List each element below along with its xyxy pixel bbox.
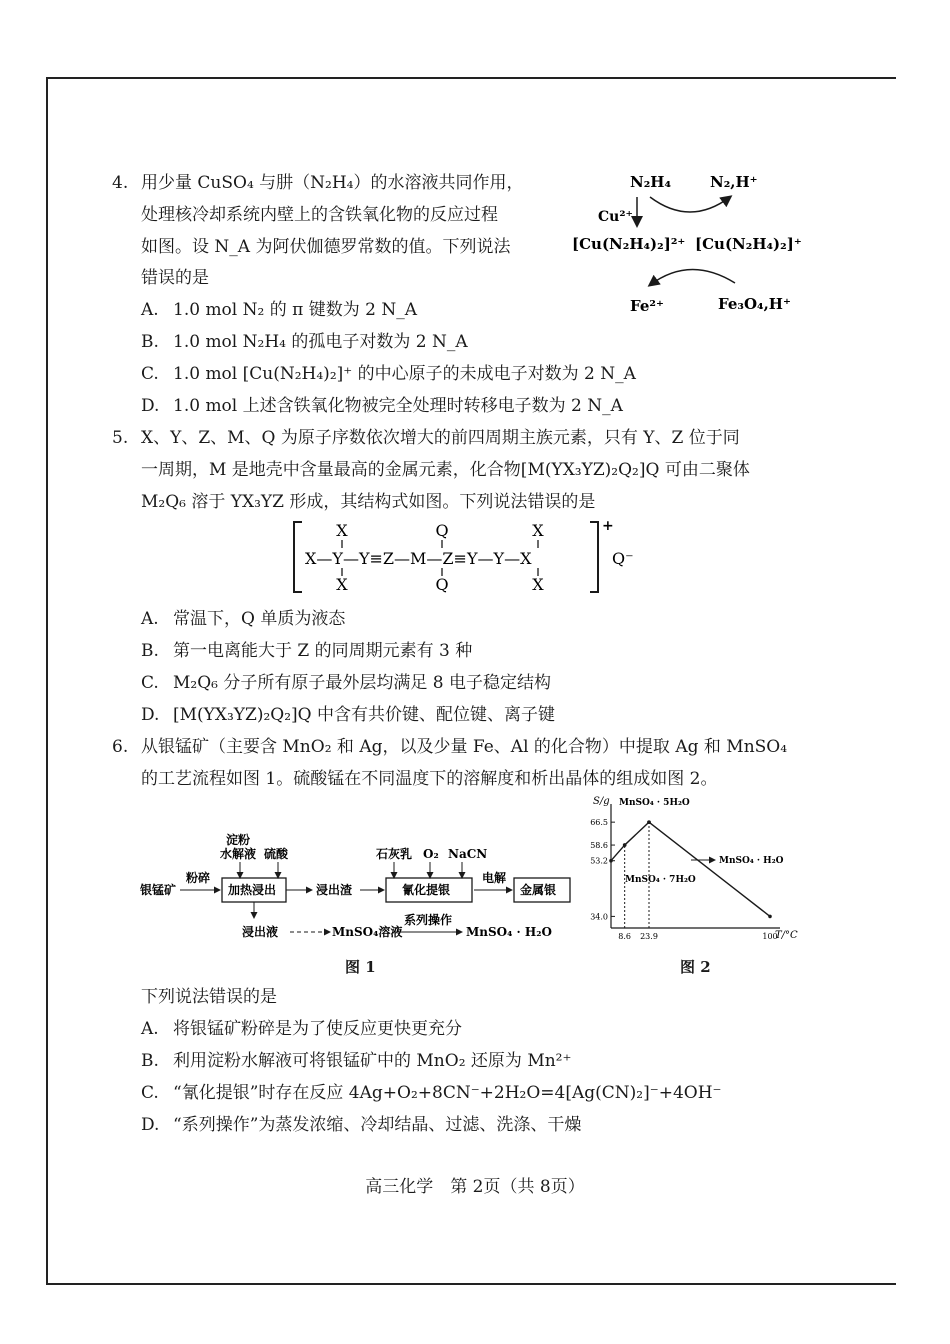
chart-series-line — [625, 822, 649, 845]
q4-stem-line: 如图。设 N_A 为阿伏伽德罗常数的值。下列说法 — [141, 237, 511, 257]
q4-option-c[interactable] — [141, 363, 636, 385]
q6-stem-line: 从银锰矿（主要含 MnO₂ 和 Ag，以及少量 Fe、Al 的化合物）中提取 Ag 和 MnSO₄ — [141, 737, 788, 757]
option-label: B. — [141, 1051, 159, 1071]
q5-option-c[interactable] — [141, 672, 551, 694]
option-label: D. — [141, 1115, 160, 1135]
q6-solubility-chart — [585, 792, 805, 952]
chart-x-tick-label: 8.6 — [618, 932, 632, 941]
flow-box-label: 金属银 — [520, 883, 557, 897]
structure-top-atom: Q — [435, 521, 449, 540]
cycle-bottom-left: Fe²⁺ — [630, 297, 664, 315]
q5-stem-line: M₂Q₆ 溶于 YX₃YZ 形成，其结构式如图。下列说法错误的是 — [141, 492, 596, 512]
flow-step: 系列操作 — [404, 913, 453, 927]
chart-data-point — [647, 820, 651, 824]
structure-top-atom: X — [532, 521, 544, 540]
chart-data-point — [609, 859, 613, 863]
structure-top-atom: X — [336, 521, 348, 540]
flow-reagent: 硫酸 — [264, 847, 289, 861]
chart-x-tick-label: 23.9 — [640, 932, 658, 941]
bracket-left — [294, 522, 302, 592]
chart-y-tick-label: 66.5 — [590, 818, 608, 828]
chart-y-tick-label: 58.6 — [590, 841, 608, 851]
chart-y-tick-label: 34.0 — [590, 912, 608, 922]
q5-option-a[interactable] — [141, 608, 345, 630]
chart-y-tick-label: 53.2 — [590, 856, 608, 866]
flow-product: MnSO₄ · H₂O — [466, 925, 552, 939]
chart-series-line — [649, 822, 770, 916]
cycle-top-left: N₂H₄ — [630, 173, 672, 191]
structure-bottom-atom: X — [532, 575, 544, 594]
q4-option-b[interactable] — [141, 331, 468, 353]
q4-stem-line: 用少量 CuSO₄ 与肼（N₂H₄）的水溶液共同作用， — [141, 173, 524, 193]
page-footer: 高三化学 第 2页（共 8页） — [365, 1177, 585, 1197]
chart-data-point — [768, 915, 772, 919]
q5-stem-line: 一周期，M 是地壳中含量最高的金属元素，化合物[M(YX₃YZ)₂Q₂]Q 可由二聚体 — [141, 460, 750, 480]
option-label: A. — [141, 300, 159, 320]
flow-product: 浸出渣 — [316, 883, 353, 897]
option-text: 利用淀粉水解液可将银锰矿中的 MnO₂ 还原为 Mn²⁺ — [173, 1051, 572, 1071]
option-text: 1.0 mol 上述含铁氧化物被完全处理时转移电子数为 2 N_A — [173, 396, 623, 416]
page-border-top — [46, 77, 896, 79]
q5-stem-line: X、Y、Z、M、Q 为原子序数依次增大的前四周期主族元素，只有 Y、Z 位于同 — [141, 428, 740, 448]
flow-reagent: 淀粉 — [226, 833, 251, 847]
q4-number: 4. — [112, 173, 129, 193]
chart-series-label-h2o: MnSO₄ · H₂O — [719, 856, 784, 866]
q4-cycle-diagram — [560, 165, 820, 325]
flow-step: 粉碎 — [186, 871, 211, 885]
option-text: “氰化提银”时存在反应 4Ag+O₂+8CN⁻+2H₂O=4[Ag(CN)₂]⁻+4OH⁻ — [173, 1083, 722, 1103]
option-text: 常温下，Q 单质为液态 — [173, 609, 346, 629]
option-text: 第一电离能大于 Z 的同周期元素有 3 种 — [173, 641, 473, 661]
page-border-bottom — [46, 1283, 896, 1285]
cycle-side: Cu²⁺ — [598, 209, 633, 225]
structure-bottom-atom: Q — [435, 575, 449, 594]
chart-series-label-7h2o: MnSO₄ · 7H₂O — [625, 875, 696, 885]
option-text: “系列操作”为蒸发浓缩、冷却结晶、过滤、洗涤、干燥 — [173, 1115, 582, 1135]
option-label: C. — [141, 673, 159, 693]
flow-box-label: 加热浸出 — [228, 883, 277, 897]
q5-structure-formula — [290, 518, 650, 598]
chart-x-tick-label: 100 — [762, 932, 778, 941]
q6-option-b[interactable] — [141, 1050, 571, 1072]
curved-arrow-bottom — [650, 269, 735, 285]
cycle-mid-left: [Cu(N₂H₄)₂]²⁺ — [572, 235, 686, 253]
option-text: 1.0 mol [Cu(N₂H₄)₂]⁺ 的中心原子的未成电子对数为 2 N_A — [173, 364, 636, 384]
option-label: A. — [141, 609, 159, 629]
flow-reagent: NaCN — [448, 847, 488, 861]
chart-data-point — [623, 843, 627, 847]
option-text: 1.0 mol N₂H₄ 的孤电子对数为 2 N_A — [173, 332, 468, 352]
q4-option-d[interactable] — [141, 395, 623, 417]
page-border-left — [46, 77, 48, 1285]
cycle-mid-right: [Cu(N₂H₄)₂]⁺ — [695, 235, 802, 253]
chart-series-label-5h2o: MnSO₄ · 5H₂O — [619, 798, 690, 808]
option-label: C. — [141, 1083, 159, 1103]
flow-product: 浸出液 — [242, 925, 279, 939]
q4-stem-line: 错误的是 — [141, 268, 209, 288]
flow-product: MnSO₄溶液 — [332, 925, 403, 939]
option-label: B. — [141, 332, 159, 352]
cycle-bottom-right: Fe₃O₄,H⁺ — [718, 295, 791, 313]
structure-bottom-atom: X — [336, 575, 348, 594]
curved-arrow-top — [650, 197, 730, 212]
chart-y-label: S/g — [593, 796, 610, 807]
chart-x-label: T/°C — [775, 930, 798, 941]
option-text: 将银锰矿粉碎是为了使反应更快更充分 — [173, 1019, 462, 1039]
option-label: D. — [141, 396, 160, 416]
q6-option-d[interactable] — [141, 1114, 581, 1136]
q6-option-a[interactable] — [141, 1018, 462, 1040]
q6-question-stem: 下列说法错误的是 — [141, 987, 277, 1007]
option-label: C. — [141, 364, 159, 384]
option-text: 1.0 mol N₂ 的 π 键数为 2 N_A — [173, 300, 417, 320]
flow-reagent: 石灰乳 — [376, 847, 413, 861]
cycle-top-right: N₂,H⁺ — [710, 173, 758, 191]
q5-number: 5. — [112, 428, 129, 448]
structure-charge: + — [602, 518, 614, 534]
q4-option-a[interactable] — [141, 299, 417, 321]
flow-reagent: 水解液 — [220, 847, 257, 861]
structure-counter-ion: Q⁻ — [612, 549, 634, 568]
q5-option-b[interactable] — [141, 640, 472, 662]
structure-main-chain: X—Y—Y≡Z—M—Z≡Y—Y—X — [305, 549, 532, 568]
option-label: D. — [141, 705, 160, 725]
q6-flow-diagram — [140, 830, 580, 950]
figure-1-caption: 图 1 — [345, 958, 376, 976]
option-text: [M(YX₃YZ)₂Q₂]Q 中含有共价键、配位键、离子键 — [173, 705, 556, 725]
flow-step: 电解 — [482, 871, 507, 885]
q6-number: 6. — [112, 737, 129, 757]
q4-stem-line: 处理核冷却系统内壁上的含铁氧化物的反应过程 — [141, 205, 498, 225]
q6-stem-line: 的工艺流程如图 1。硫酸锰在不同温度下的溶解度和析出晶体的组成如图 2。 — [141, 769, 718, 789]
flow-reagent: O₂ — [423, 847, 439, 861]
option-label: A. — [141, 1019, 159, 1039]
option-text: M₂Q₆ 分子所有原子最外层均满足 8 电子稳定结构 — [173, 673, 552, 693]
q5-option-d[interactable] — [141, 704, 555, 726]
figure-2-caption: 图 2 — [680, 958, 711, 976]
chart-series-line — [611, 845, 625, 861]
option-label: B. — [141, 641, 159, 661]
flow-start: 银锰矿 — [140, 883, 177, 897]
flow-box-label: 氰化提银 — [402, 883, 451, 897]
q6-option-c[interactable] — [141, 1082, 722, 1104]
bracket-right — [590, 522, 598, 592]
